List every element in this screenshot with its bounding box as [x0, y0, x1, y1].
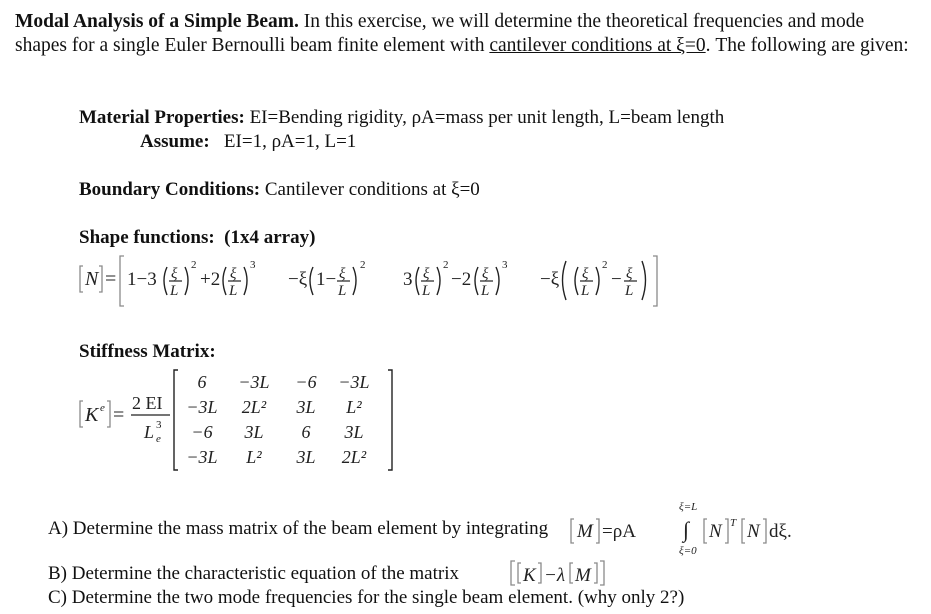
boundary-text: Cantilever conditions at ξ=0 [260, 179, 480, 200]
svg-text:=: = [105, 268, 117, 290]
intro-paragraph [15, 10, 920, 57]
material-properties-line [79, 107, 724, 129]
question-b [48, 563, 459, 585]
matrix-cell-r2-c2: 2L² [241, 397, 267, 417]
stiffness-matrix-equation [76, 364, 416, 474]
svg-text:−2: −2 [451, 269, 472, 290]
svg-text:L: L [229, 283, 238, 299]
matrix-cell-r3-c3: 6 [301, 422, 311, 442]
svg-text:2: 2 [602, 259, 608, 271]
matrix-cell-r4-c4: 2L² [341, 447, 367, 467]
integral-sign: ∫ [683, 517, 690, 542]
svg-text:ξ: ξ [230, 266, 237, 282]
matrix-left-bracket [174, 370, 178, 470]
svg-text:ξ: ξ [339, 266, 346, 282]
svg-text:ξ: ξ [482, 266, 489, 282]
boundary-label: Boundary Conditions: [79, 179, 261, 200]
matrix-cell-r2-c3: 3L [296, 397, 316, 417]
svg-text:ξ: ξ [171, 266, 178, 282]
svg-text:M: M [575, 565, 591, 586]
material-text: EI=Bending rigidity, ρA=mass per unit length, L=beam length [244, 107, 725, 128]
svg-text:L: L [581, 283, 590, 299]
matrix-cell-r2-c4: L² [346, 397, 362, 417]
svg-text:dξ.: dξ. [769, 521, 792, 542]
intro-text: In this exercise, we will determine the theoretical frequencies and mode shapes for a single Euler Bernoulli beam finite element with [15, 11, 865, 56]
svg-text:3: 3 [250, 259, 256, 271]
matrix-cell-r2-c1: −3L [186, 397, 218, 417]
matrix-right-bracket [388, 370, 392, 470]
matrix-cell-r4-c3: 3L [296, 447, 316, 467]
svg-text:L: L [422, 283, 431, 299]
array-left-bracket [120, 256, 124, 306]
svg-text:K: K [523, 565, 536, 586]
shape-term-3: 3 [403, 269, 413, 290]
matrix-cell-r1-c1: 6 [197, 372, 207, 392]
question-b-text: B) Determine the characteristic equation of the matrix [48, 563, 459, 584]
n-right-bracket [99, 266, 102, 292]
shape-term-4: −ξ [540, 269, 560, 290]
question-a-text: A) Determine the mass matrix of the beam element by integrating [48, 518, 549, 539]
matrix-cell-r4-c1: −3L [186, 447, 218, 467]
matrix-cell-r1-c2: −3L [238, 372, 270, 392]
svg-text:2: 2 [191, 259, 197, 271]
array-right-bracket [653, 256, 657, 306]
svg-text:N: N [747, 521, 760, 542]
svg-text:L: L [625, 283, 634, 299]
svg-text:M: M [577, 521, 593, 542]
integral-lower-limit: ξ=0 [679, 545, 697, 557]
n-symbol: N [85, 268, 99, 290]
coef-denominator: L [144, 422, 155, 442]
question-c: C) Determine the two mode frequencies for the single beam element. (why only 2?) [48, 587, 685, 608]
matrix-cell-r1-c3: −6 [295, 372, 317, 392]
stiffness-matrix-heading: Stiffness Matrix: [79, 341, 216, 362]
matrix-cell-r3-c2: 3L [244, 422, 264, 442]
shape-function-equation [76, 250, 696, 314]
svg-text:−λ: −λ [544, 565, 566, 586]
shape-term-2: −ξ [288, 269, 308, 290]
svg-text:3: 3 [156, 419, 162, 431]
integral-upper-limit: ξ=L [679, 501, 698, 513]
problem-title: Modal Analysis of a Simple Beam. [15, 11, 299, 32]
svg-text:3: 3 [502, 259, 508, 271]
shape-label: Shape functions: [79, 227, 215, 248]
svg-text:L: L [170, 283, 179, 299]
svg-text:L: L [338, 283, 347, 299]
coef-numerator: 2 EI [132, 393, 163, 413]
question-a [48, 518, 548, 540]
intro-text-end: . The following are given: [705, 34, 909, 56]
cantilever-condition: cantilever conditions at ξ=0 [489, 34, 706, 56]
svg-text:ξ: ξ [582, 266, 589, 282]
shape-array-note: (1x4 array) [224, 227, 316, 248]
svg-text:ξ: ξ [423, 266, 430, 282]
matrix-cell-r4-c2: L² [246, 447, 262, 467]
svg-text:2: 2 [360, 259, 366, 271]
matrix-cell-r1-c4: −3L [338, 372, 370, 392]
mass-integral-expression [565, 500, 815, 558]
n-left-bracket [80, 266, 83, 292]
matrix-cell-r3-c1: −6 [191, 422, 213, 442]
boundary-conditions-line [79, 179, 480, 201]
svg-text:L: L [481, 283, 490, 299]
svg-text:=: = [113, 404, 125, 426]
svg-text:1−: 1− [316, 269, 337, 290]
characteristic-matrix-expression [507, 555, 617, 589]
assume-text: EI=1, ρA=1, L=1 [223, 131, 357, 152]
k-symbol: K [85, 404, 99, 426]
shape-functions-heading [79, 227, 315, 249]
svg-text:e: e [156, 433, 161, 445]
svg-text:N: N [709, 521, 722, 542]
matrix-cell-r3-c4: 3L [344, 422, 364, 442]
shape-term-1: 1−3 [127, 269, 157, 290]
assume-line [140, 131, 356, 153]
svg-text:2: 2 [443, 259, 449, 271]
svg-text:+2: +2 [200, 269, 221, 290]
svg-text:ξ: ξ [626, 266, 633, 282]
matrix-cells [186, 372, 369, 467]
svg-text:T: T [730, 517, 737, 529]
svg-text:−: − [611, 269, 622, 290]
assume-label: Assume: [140, 131, 210, 152]
svg-text:e: e [100, 402, 105, 414]
svg-text:=ρA: =ρA [602, 521, 636, 542]
material-label: Material Properties: [79, 107, 245, 128]
